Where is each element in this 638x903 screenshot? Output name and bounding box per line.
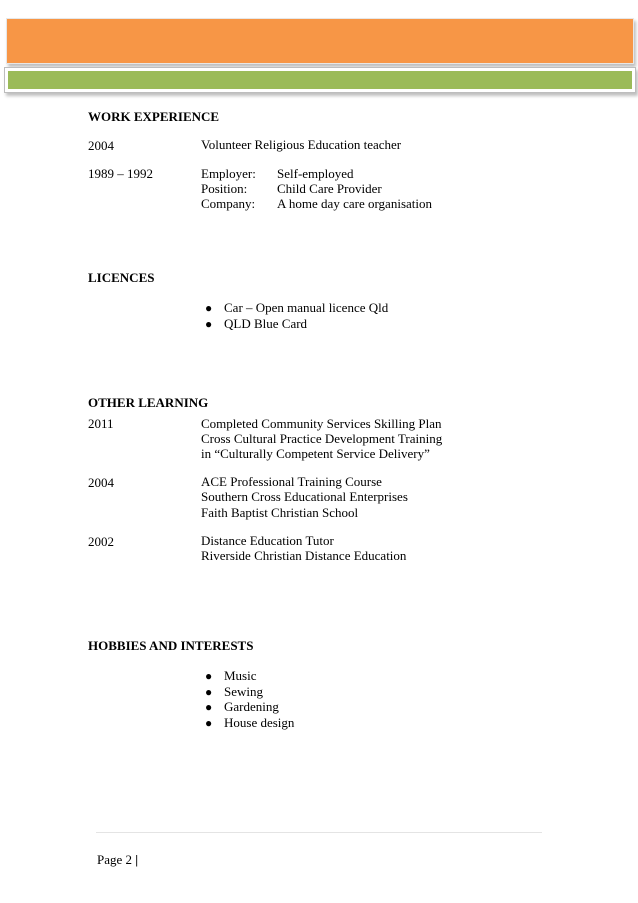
bullet-icon: ● (205, 685, 213, 699)
work-date: 1989 – 1992 (88, 166, 153, 181)
work-field-label: Company: (201, 196, 256, 211)
green-band (8, 71, 632, 89)
work-experience-heading: WORK EXPERIENCE (88, 109, 220, 124)
work-field-value: A home day care organisation (277, 196, 432, 211)
bullet-icon: ● (205, 301, 213, 315)
bullet-icon: ● (205, 669, 213, 683)
hobby-item: Gardening (224, 699, 279, 714)
bullet-icon: ● (205, 317, 213, 331)
header-banner (0, 0, 638, 100)
learning-line: ACE Professional Training Course (201, 474, 382, 489)
learning-line: Riverside Christian Distance Education (201, 548, 407, 563)
learning-date: 2004 (88, 475, 114, 490)
work-date: 2004 (88, 138, 114, 153)
page-number-label: Page 2 (97, 852, 133, 867)
learning-date: 2002 (88, 534, 114, 549)
orange-band (6, 18, 634, 64)
work-field-label: Position: (201, 181, 248, 196)
bullet-icon: ● (205, 716, 213, 730)
bullet-icon: ● (205, 700, 213, 714)
learning-line: Completed Community Services Skilling Plan (201, 416, 442, 431)
learning-line: Distance Education Tutor (201, 533, 334, 548)
licence-item: Car – Open manual licence Qld (224, 300, 389, 315)
work-field-value: Child Care Provider (277, 181, 382, 196)
hobby-item: Music (224, 668, 257, 683)
learning-line: in “Culturally Competent Service Delivery” (201, 446, 430, 461)
learning-line: Faith Baptist Christian School (201, 505, 359, 520)
learning-line: Cross Cultural Practice Development Training (201, 431, 443, 446)
licences-heading: LICENCES (88, 270, 155, 285)
footer-separator: | (135, 852, 139, 867)
learning-date: 2011 (88, 416, 114, 431)
hobbies-heading: HOBBIES AND INTERESTS (88, 638, 254, 653)
other-learning-heading: OTHER LEARNING (88, 395, 209, 410)
learning-line: Southern Cross Educational Enterprises (201, 489, 408, 504)
green-band-frame (4, 67, 636, 93)
page-footer (97, 852, 138, 868)
work-field-label: Employer: (201, 166, 256, 181)
hobby-item: Sewing (224, 684, 263, 699)
hobby-item: House design (224, 715, 295, 730)
work-field-value: Self-employed (277, 166, 354, 181)
footer-divider (96, 832, 542, 833)
licence-item: QLD Blue Card (224, 316, 308, 331)
work-description: Volunteer Religious Education teacher (201, 137, 402, 152)
